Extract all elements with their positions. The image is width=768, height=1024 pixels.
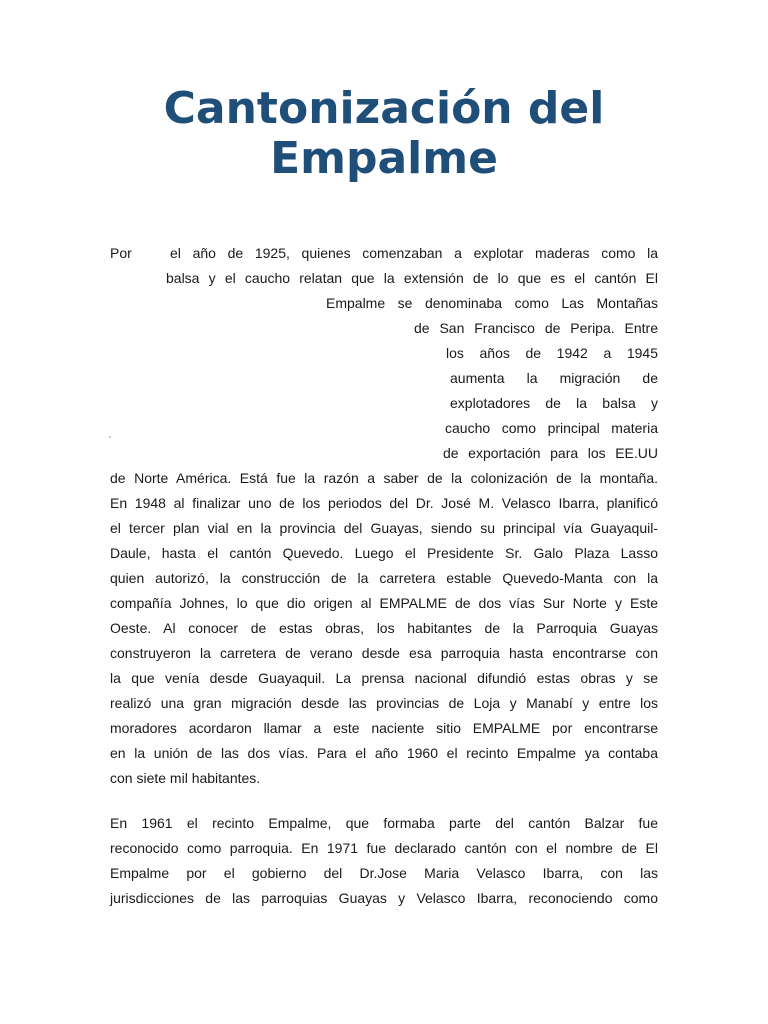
text-line: de San Francisco de Peripa. Entre: [414, 320, 658, 336]
document-title: [0, 84, 768, 184]
text-line: caucho como principal materia: [445, 420, 658, 436]
text-line: Oeste. Al conocer de estas obras, los habitantes de la Parroquia Guayas: [110, 620, 658, 636]
image-placeholder-mark: [109, 436, 111, 438]
text-line: Daule, hasta el cantón Quevedo. Luego el Presidente Sr. Galo Plaza Lasso: [110, 545, 658, 561]
text-line: los años de 1942 a 1945: [446, 345, 658, 361]
text-line: moradores acordaron llamar a este naciente sitio EMPALME por encontrarse: [110, 720, 658, 736]
text-line: construyeron la carretera de verano desde esa parroquia hasta encontrarse con: [110, 645, 658, 661]
text-line: el año de 1925, quienes comenzaban a explotar maderas como la: [170, 245, 658, 261]
text-line: en la unión de las dos vías. Para el año 1960 el recinto Empalme ya contaba: [110, 745, 658, 761]
text-line: compañía Johnes, lo que dio origen al EMPALME de dos vías Sur Norte y Este: [110, 595, 658, 611]
text-line: jurisdicciones de las parroquias Guayas y Velasco Ibarra, reconociendo como: [110, 890, 658, 906]
text-line: quien autorizó, la construcción de la carretera estable Quevedo-Manta con la: [110, 570, 658, 586]
text-line: balsa y el caucho relatan que la extensión de lo que es el cantón El: [166, 270, 658, 286]
text-line: aumenta la migración de: [450, 370, 658, 386]
text-line: con siete mil habitantes.: [110, 770, 261, 786]
text-line: En 1961 el recinto Empalme, que formaba parte del cantón Balzar fue: [110, 815, 658, 831]
text-line: el tercer plan vial en la provincia del Guayas, siendo su principal vía Guayaquil-: [110, 520, 658, 536]
text-line: la que venía desde Guayaquil. La prensa nacional difundió estas obras y se: [110, 670, 658, 686]
text-line: realizó una gran migración desde las provincias de Loja y Manabí y entre los: [110, 695, 658, 711]
text-line: En 1948 al finalizar uno de los periodos del Dr. José M. Velasco Ibarra, planificó: [110, 495, 658, 511]
text-line: de exportación para los EE.UU: [443, 445, 658, 461]
text-line: reconocido como parroquia. En 1971 fue declarado cantón con el nombre de El: [110, 840, 658, 856]
text-line: Empalme se denominaba como Las Montañas: [326, 295, 658, 311]
title-line-2: Empalme: [270, 133, 498, 184]
paragraph-start-word: Por: [110, 245, 132, 261]
text-line: explotadores de la balsa y: [450, 395, 658, 411]
text-line: Empalme por el gobierno del Dr.Jose Maria Velasco Ibarra, con las: [110, 865, 658, 881]
title-line-1: Cantonización del: [163, 83, 605, 134]
text-line: de Norte América. Está fue la razón a saber de la colonización de la montaña.: [110, 470, 658, 486]
